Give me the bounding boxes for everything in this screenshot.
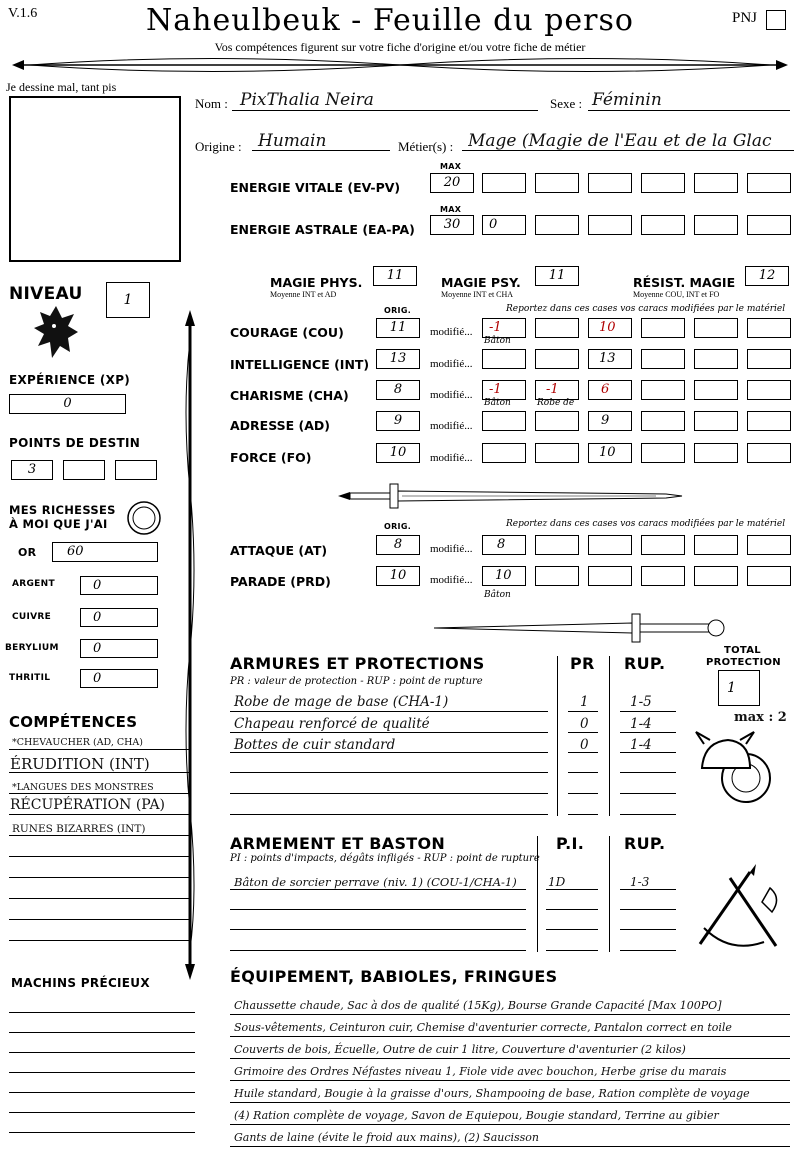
thritil-box[interactable]: 0 xyxy=(80,669,158,688)
total-protection-label: TOTAL xyxy=(724,645,761,656)
pnj-checkbox[interactable] xyxy=(766,10,786,30)
armures-pr-header: PR xyxy=(570,654,595,673)
armure-name[interactable]: Chapeau renforcé de qualité xyxy=(234,716,430,732)
equipement-line[interactable]: Couverts de bois, Écuelle, Outre de cuir 1 litre, Couverture d'aventurier (2 kilos) xyxy=(234,1043,686,1056)
competence-item[interactable]: RÉCUPÉRATION (PA) xyxy=(10,797,166,813)
page-subtitle: Vos compétences figurent sur votre fiche d'origine et/ou votre fiche de métier xyxy=(214,40,586,54)
competence-item[interactable]: ÉRUDITION (INT) xyxy=(10,755,150,773)
stat-mod-box[interactable] xyxy=(747,349,791,369)
armement-pi-header: P.I. xyxy=(556,834,585,853)
arme-line xyxy=(546,950,598,951)
machins-line xyxy=(9,1052,195,1053)
armure-line xyxy=(230,814,548,815)
competence-line xyxy=(9,793,190,794)
competence-line xyxy=(9,940,190,941)
stat-mod-box[interactable] xyxy=(747,411,791,431)
ev-box[interactable] xyxy=(482,173,526,193)
machins-line xyxy=(9,1132,195,1133)
metier-label: Métier(s) : xyxy=(398,139,454,154)
argent-label: ARGENT xyxy=(12,579,55,589)
ev-box[interactable] xyxy=(747,173,791,193)
destin-box[interactable] xyxy=(115,460,157,480)
stat-mod-box[interactable]: 13 xyxy=(588,349,632,369)
stat-mod-box[interactable] xyxy=(694,318,738,338)
modified-label: modifié... xyxy=(430,574,473,586)
armures-title: ARMURES ET PROTECTIONS xyxy=(230,654,485,673)
stat-mod-box[interactable] xyxy=(482,443,526,463)
ea-box[interactable] xyxy=(641,215,685,235)
resist-magie-box[interactable]: 12 xyxy=(745,266,789,286)
armures-rup-header: RUP. xyxy=(624,654,666,673)
orig-label: ORIG. xyxy=(384,306,412,315)
stat-label: FORCE (FO) xyxy=(230,450,312,465)
ea-box[interactable]: 0 xyxy=(482,215,526,235)
sexe-underline xyxy=(588,110,790,111)
header-ornament xyxy=(10,54,790,76)
modified-label: modifié... xyxy=(430,358,473,370)
arme-line xyxy=(230,950,526,951)
equipement-underline xyxy=(230,1058,790,1059)
arme-line xyxy=(230,889,526,890)
combat-orig-box[interactable]: 10 xyxy=(376,566,420,586)
magie-phys-hint: Moyenne INT et AD xyxy=(270,290,337,299)
modified-label: modifié... xyxy=(430,326,473,338)
equipement-title: ÉQUIPEMENT, BABIOLES, FRINGUES xyxy=(230,967,558,986)
armure-line xyxy=(230,711,548,712)
combat-orig-box[interactable]: 8 xyxy=(376,535,420,555)
modified-label: modifié... xyxy=(430,389,473,401)
arme-name[interactable]: Bâton de sorcier perrave (niv. 1) (COU-1/CHA-1) xyxy=(234,875,517,889)
nom-underline xyxy=(232,110,538,111)
destin-box[interactable]: 3 xyxy=(11,460,53,480)
armure-line xyxy=(230,772,548,773)
origine-label: Origine : xyxy=(195,139,242,154)
stat-mod-box[interactable]: 9 xyxy=(588,411,632,431)
stat-mod-box[interactable]: -1 xyxy=(482,380,526,400)
cuivre-box[interactable]: 0 xyxy=(80,608,158,627)
combat-mod-box[interactable] xyxy=(535,566,579,586)
modified-label: modifié... xyxy=(430,543,473,555)
armement-hint: PI : points d'impacts, dégâts infligés - RUP : point de rupture xyxy=(230,853,540,864)
richesses-label: À MOI QUE J'AI xyxy=(9,517,108,531)
ea-max-label: MAX xyxy=(440,205,462,214)
competence-line xyxy=(9,856,190,857)
competence-item[interactable]: *LANGUES DES MONSTRES xyxy=(12,782,154,793)
magie-phys-label: MAGIE PHYS. xyxy=(270,275,363,290)
helmet-shield-icon xyxy=(694,728,774,808)
arme-pi[interactable]: 1D xyxy=(548,875,566,889)
equipement-underline xyxy=(230,1124,790,1125)
ev-label: ENERGIE VITALE (EV-PV) xyxy=(230,180,401,195)
stat-mod-box[interactable] xyxy=(747,380,791,400)
portrait-box[interactable] xyxy=(9,96,181,262)
armure-line xyxy=(620,752,676,753)
armure-pr[interactable]: 0 xyxy=(580,737,589,753)
magie-psy-box[interactable]: 11 xyxy=(535,266,579,286)
orig-label: ORIG. xyxy=(384,522,412,531)
total-protection-box[interactable]: 1 xyxy=(718,670,760,706)
armure-name[interactable]: Bottes de cuir standard xyxy=(234,737,396,753)
stat-mod-box[interactable] xyxy=(535,411,579,431)
stat-mod-note: Robe de xyxy=(537,398,575,408)
protection-max: max : 2 xyxy=(734,710,787,725)
arme-line xyxy=(620,889,676,890)
combat-label: PARADE (PRD) xyxy=(230,574,331,589)
combat-mod-box[interactable]: 10 xyxy=(482,566,526,586)
stat-mod-box[interactable] xyxy=(747,443,791,463)
arme-line xyxy=(230,909,526,910)
total-protection-label: PROTECTION xyxy=(706,657,781,668)
combat-mod-box[interactable] xyxy=(694,535,738,555)
competence-item[interactable]: RUNES BIZARRES (INT) xyxy=(12,823,146,835)
stat-orig-box[interactable]: 8 xyxy=(376,380,420,400)
richesses-label: MES RICHESSES xyxy=(9,503,116,517)
stat-mod-box[interactable]: 10 xyxy=(588,318,632,338)
machins-line xyxy=(9,1092,195,1093)
ev-box[interactable] xyxy=(535,173,579,193)
or-label: OR xyxy=(18,546,37,559)
equipement-line[interactable]: Chaussette chaude, Sac à dos de qualité (15Kg), Bourse Grande Capacité [Max 100PO] xyxy=(234,999,722,1012)
armure-line xyxy=(620,772,676,773)
nom-field[interactable]: PixThalia Neira xyxy=(240,90,374,110)
page-title: Naheulbeuk - Feuille du perso xyxy=(146,3,634,38)
version-label: V.1.6 xyxy=(8,6,38,21)
resist-magie-hint: Moyenne COU, INT et FO xyxy=(633,290,720,299)
stat-orig-box[interactable]: 10 xyxy=(376,443,420,463)
competence-line xyxy=(9,835,190,836)
report-hint: Reportez dans ces cases vos caracs modifiées par le matériel xyxy=(506,519,786,529)
magie-psy-label: MAGIE PSY. xyxy=(441,275,521,290)
competence-line xyxy=(9,877,190,878)
staff-ornament xyxy=(180,310,200,980)
destin-box[interactable] xyxy=(63,460,105,480)
armement-divider xyxy=(537,836,538,952)
sexe-field[interactable]: Féminin xyxy=(592,90,662,110)
armure-line xyxy=(568,814,598,815)
berylium-box[interactable]: 0 xyxy=(80,639,158,658)
stat-mod-box[interactable] xyxy=(535,443,579,463)
armure-line xyxy=(568,752,598,753)
weapons-icon xyxy=(690,858,786,954)
resist-magie-label: RÉSIST. MAGIE xyxy=(633,275,736,290)
machins-line xyxy=(9,1012,195,1013)
arme-line xyxy=(546,929,598,930)
armement-divider xyxy=(609,836,610,952)
combat-mod-box[interactable] xyxy=(641,535,685,555)
ev-max-label: MAX xyxy=(440,162,462,171)
magie-psy-hint: Moyenne INT et CHA xyxy=(441,290,514,299)
coin-icon xyxy=(126,500,162,536)
cuivre-label: CUIVRE xyxy=(12,612,52,622)
arme-line xyxy=(620,950,676,951)
stat-mod-box[interactable]: -1 xyxy=(535,380,579,400)
combat-mod-note: Bâton xyxy=(484,590,511,600)
combat-mod-box[interactable]: 8 xyxy=(482,535,526,555)
combat-label: ATTAQUE (AT) xyxy=(230,543,328,558)
armure-pr[interactable]: 1 xyxy=(580,694,589,710)
ev-box[interactable] xyxy=(588,173,632,193)
ea-label: ENERGIE ASTRALE (EA-PA) xyxy=(230,222,415,237)
equipement-line[interactable]: (4) Ration complète de voyage, Savon de Equiepou, Bougie standard, Terrine au gibier xyxy=(234,1109,719,1122)
armure-line xyxy=(620,793,676,794)
stat-mod-box[interactable] xyxy=(535,349,579,369)
stat-mod-box[interactable]: 10 xyxy=(588,443,632,463)
equipement-line[interactable]: Sous-vêtements, Ceinturon cuir, Chemise d'aventurier correcte, Pantalon correct en toile xyxy=(234,1021,732,1034)
equipement-underline xyxy=(230,1014,790,1015)
destin-label: POINTS DE DESTIN xyxy=(9,436,141,450)
ea-box[interactable] xyxy=(588,215,632,235)
stat-mod-box[interactable] xyxy=(694,349,738,369)
stat-orig-box[interactable]: 11 xyxy=(376,318,420,338)
armures-hint: PR : valeur de protection - RUP : point de rupture xyxy=(230,676,483,687)
stat-mod-note: Bâton xyxy=(484,336,511,346)
ea-box[interactable] xyxy=(747,215,791,235)
competences-title: COMPÉTENCES xyxy=(9,713,138,731)
niveau-label: NIVEAU xyxy=(9,284,83,304)
stat-mod-box[interactable]: -1 xyxy=(482,318,526,338)
stat-mod-box[interactable] xyxy=(641,443,685,463)
portrait-label: Je dessine mal, tant pis xyxy=(6,80,117,94)
armement-rup-header: RUP. xyxy=(624,834,666,853)
arme-line xyxy=(620,909,676,910)
combat-mod-box[interactable] xyxy=(641,566,685,586)
competence-line xyxy=(9,919,190,920)
stat-mod-box[interactable]: 6 xyxy=(588,380,632,400)
equipement-line[interactable]: Gants de laine (évite le froid aux mains), (2) Saucisson xyxy=(234,1131,540,1144)
sexe-label: Sexe : xyxy=(550,96,583,111)
armure-line xyxy=(568,711,598,712)
xp-box[interactable]: 0 xyxy=(9,394,126,414)
combat-mod-box[interactable] xyxy=(588,535,632,555)
combat-mod-box[interactable] xyxy=(694,566,738,586)
modified-label: modifié... xyxy=(430,452,473,464)
armement-title: ARMEMENT ET BASTON xyxy=(230,834,446,853)
arme-line xyxy=(546,889,598,890)
arme-rup[interactable]: 1-3 xyxy=(630,875,650,889)
stat-label: COURAGE (COU) xyxy=(230,325,344,340)
competence-item[interactable]: *CHEVAUCHER (AD, CHA) xyxy=(12,737,143,748)
armure-line xyxy=(230,752,548,753)
metier-field[interactable]: Mage (Magie de l'Eau et de la Glac xyxy=(468,131,772,151)
equipement-underline xyxy=(230,1080,790,1081)
berylium-label: BERYLIUM xyxy=(5,643,59,653)
machins-line xyxy=(9,1032,195,1033)
or-box[interactable]: 60 xyxy=(52,542,158,562)
armure-line xyxy=(230,732,548,733)
stat-mod-box[interactable] xyxy=(747,318,791,338)
thritil-label: THRITIL xyxy=(9,673,51,683)
stat-mod-note: Bâton xyxy=(484,398,511,408)
stat-label: CHARISME (CHA) xyxy=(230,388,349,403)
competence-line xyxy=(9,749,190,750)
arme-line xyxy=(230,929,526,930)
origine-field[interactable]: Humain xyxy=(258,131,327,151)
sword-icon xyxy=(432,608,732,648)
combat-mod-box[interactable] xyxy=(747,566,791,586)
combat-mod-box[interactable] xyxy=(588,566,632,586)
combat-mod-box[interactable] xyxy=(747,535,791,555)
armures-divider xyxy=(609,656,610,816)
combat-mod-box[interactable] xyxy=(535,535,579,555)
xp-label: EXPÉRIENCE (XP) xyxy=(9,373,131,387)
modified-label: modifié... xyxy=(430,420,473,432)
armure-rup[interactable]: 1-4 xyxy=(630,716,652,732)
equipement-underline xyxy=(230,1102,790,1103)
argent-box[interactable]: 0 xyxy=(80,576,158,595)
ea-max-box[interactable]: 30 xyxy=(430,215,474,235)
armure-line xyxy=(568,772,598,773)
competence-line xyxy=(9,814,190,815)
stat-label: INTELLIGENCE (INT) xyxy=(230,357,370,372)
armure-line xyxy=(620,732,676,733)
stat-mod-box[interactable] xyxy=(641,349,685,369)
equipement-line[interactable]: Grimoire des Ordres Néfastes niveau 1, Fiole vide avec bouchon, Herbe grise du marais xyxy=(234,1065,727,1078)
armure-name[interactable]: Robe de mage de base (CHA-1) xyxy=(234,694,449,710)
armure-pr[interactable]: 0 xyxy=(580,716,589,732)
dragon-icon xyxy=(30,302,82,364)
equipement-underline xyxy=(230,1036,790,1037)
machins-title: MACHINS PRÉCIEUX xyxy=(11,976,150,990)
ea-box[interactable] xyxy=(535,215,579,235)
equipement-line[interactable]: Huile standard, Bougie à la graisse d'ours, Shampooing de base, Ration complète de voyage xyxy=(234,1087,750,1100)
stat-mod-box[interactable] xyxy=(482,411,526,431)
armures-divider xyxy=(557,656,558,816)
stat-mod-box[interactable] xyxy=(694,411,738,431)
stat-mod-box[interactable] xyxy=(641,318,685,338)
stat-mod-box[interactable] xyxy=(535,318,579,338)
armure-rup[interactable]: 1-4 xyxy=(630,737,652,753)
stat-mod-box[interactable] xyxy=(641,411,685,431)
machins-line xyxy=(9,1112,195,1113)
stat-mod-box[interactable] xyxy=(641,380,685,400)
stat-label: ADRESSE (AD) xyxy=(230,418,331,433)
competence-line xyxy=(9,772,190,773)
ev-max-box[interactable]: 20 xyxy=(430,173,474,193)
armure-line xyxy=(568,732,598,733)
equipement-underline xyxy=(230,1146,790,1147)
magie-phys-box[interactable]: 11 xyxy=(373,266,417,286)
report-hint: Reportez dans ces cases vos caracs modifiées par le matériel xyxy=(506,304,786,314)
pnj-label: PNJ xyxy=(732,10,758,26)
stat-mod-box[interactable] xyxy=(482,349,526,369)
sword-icon xyxy=(336,480,684,512)
armure-rup[interactable]: 1-5 xyxy=(630,694,652,710)
ev-box[interactable] xyxy=(641,173,685,193)
stat-mod-box[interactable] xyxy=(694,443,738,463)
ea-box[interactable] xyxy=(694,215,738,235)
arme-line xyxy=(546,909,598,910)
niveau-box[interactable]: 1 xyxy=(106,282,150,318)
armure-line xyxy=(620,711,676,712)
arme-line xyxy=(620,929,676,930)
machins-line xyxy=(9,1072,195,1073)
nom-label: Nom : xyxy=(195,96,228,111)
stat-orig-box[interactable]: 13 xyxy=(376,349,420,369)
armure-line xyxy=(620,814,676,815)
ev-box[interactable] xyxy=(694,173,738,193)
stat-mod-box[interactable] xyxy=(694,380,738,400)
stat-orig-box[interactable]: 9 xyxy=(376,411,420,431)
armure-line xyxy=(230,793,548,794)
competence-line xyxy=(9,898,190,899)
armure-line xyxy=(568,793,598,794)
